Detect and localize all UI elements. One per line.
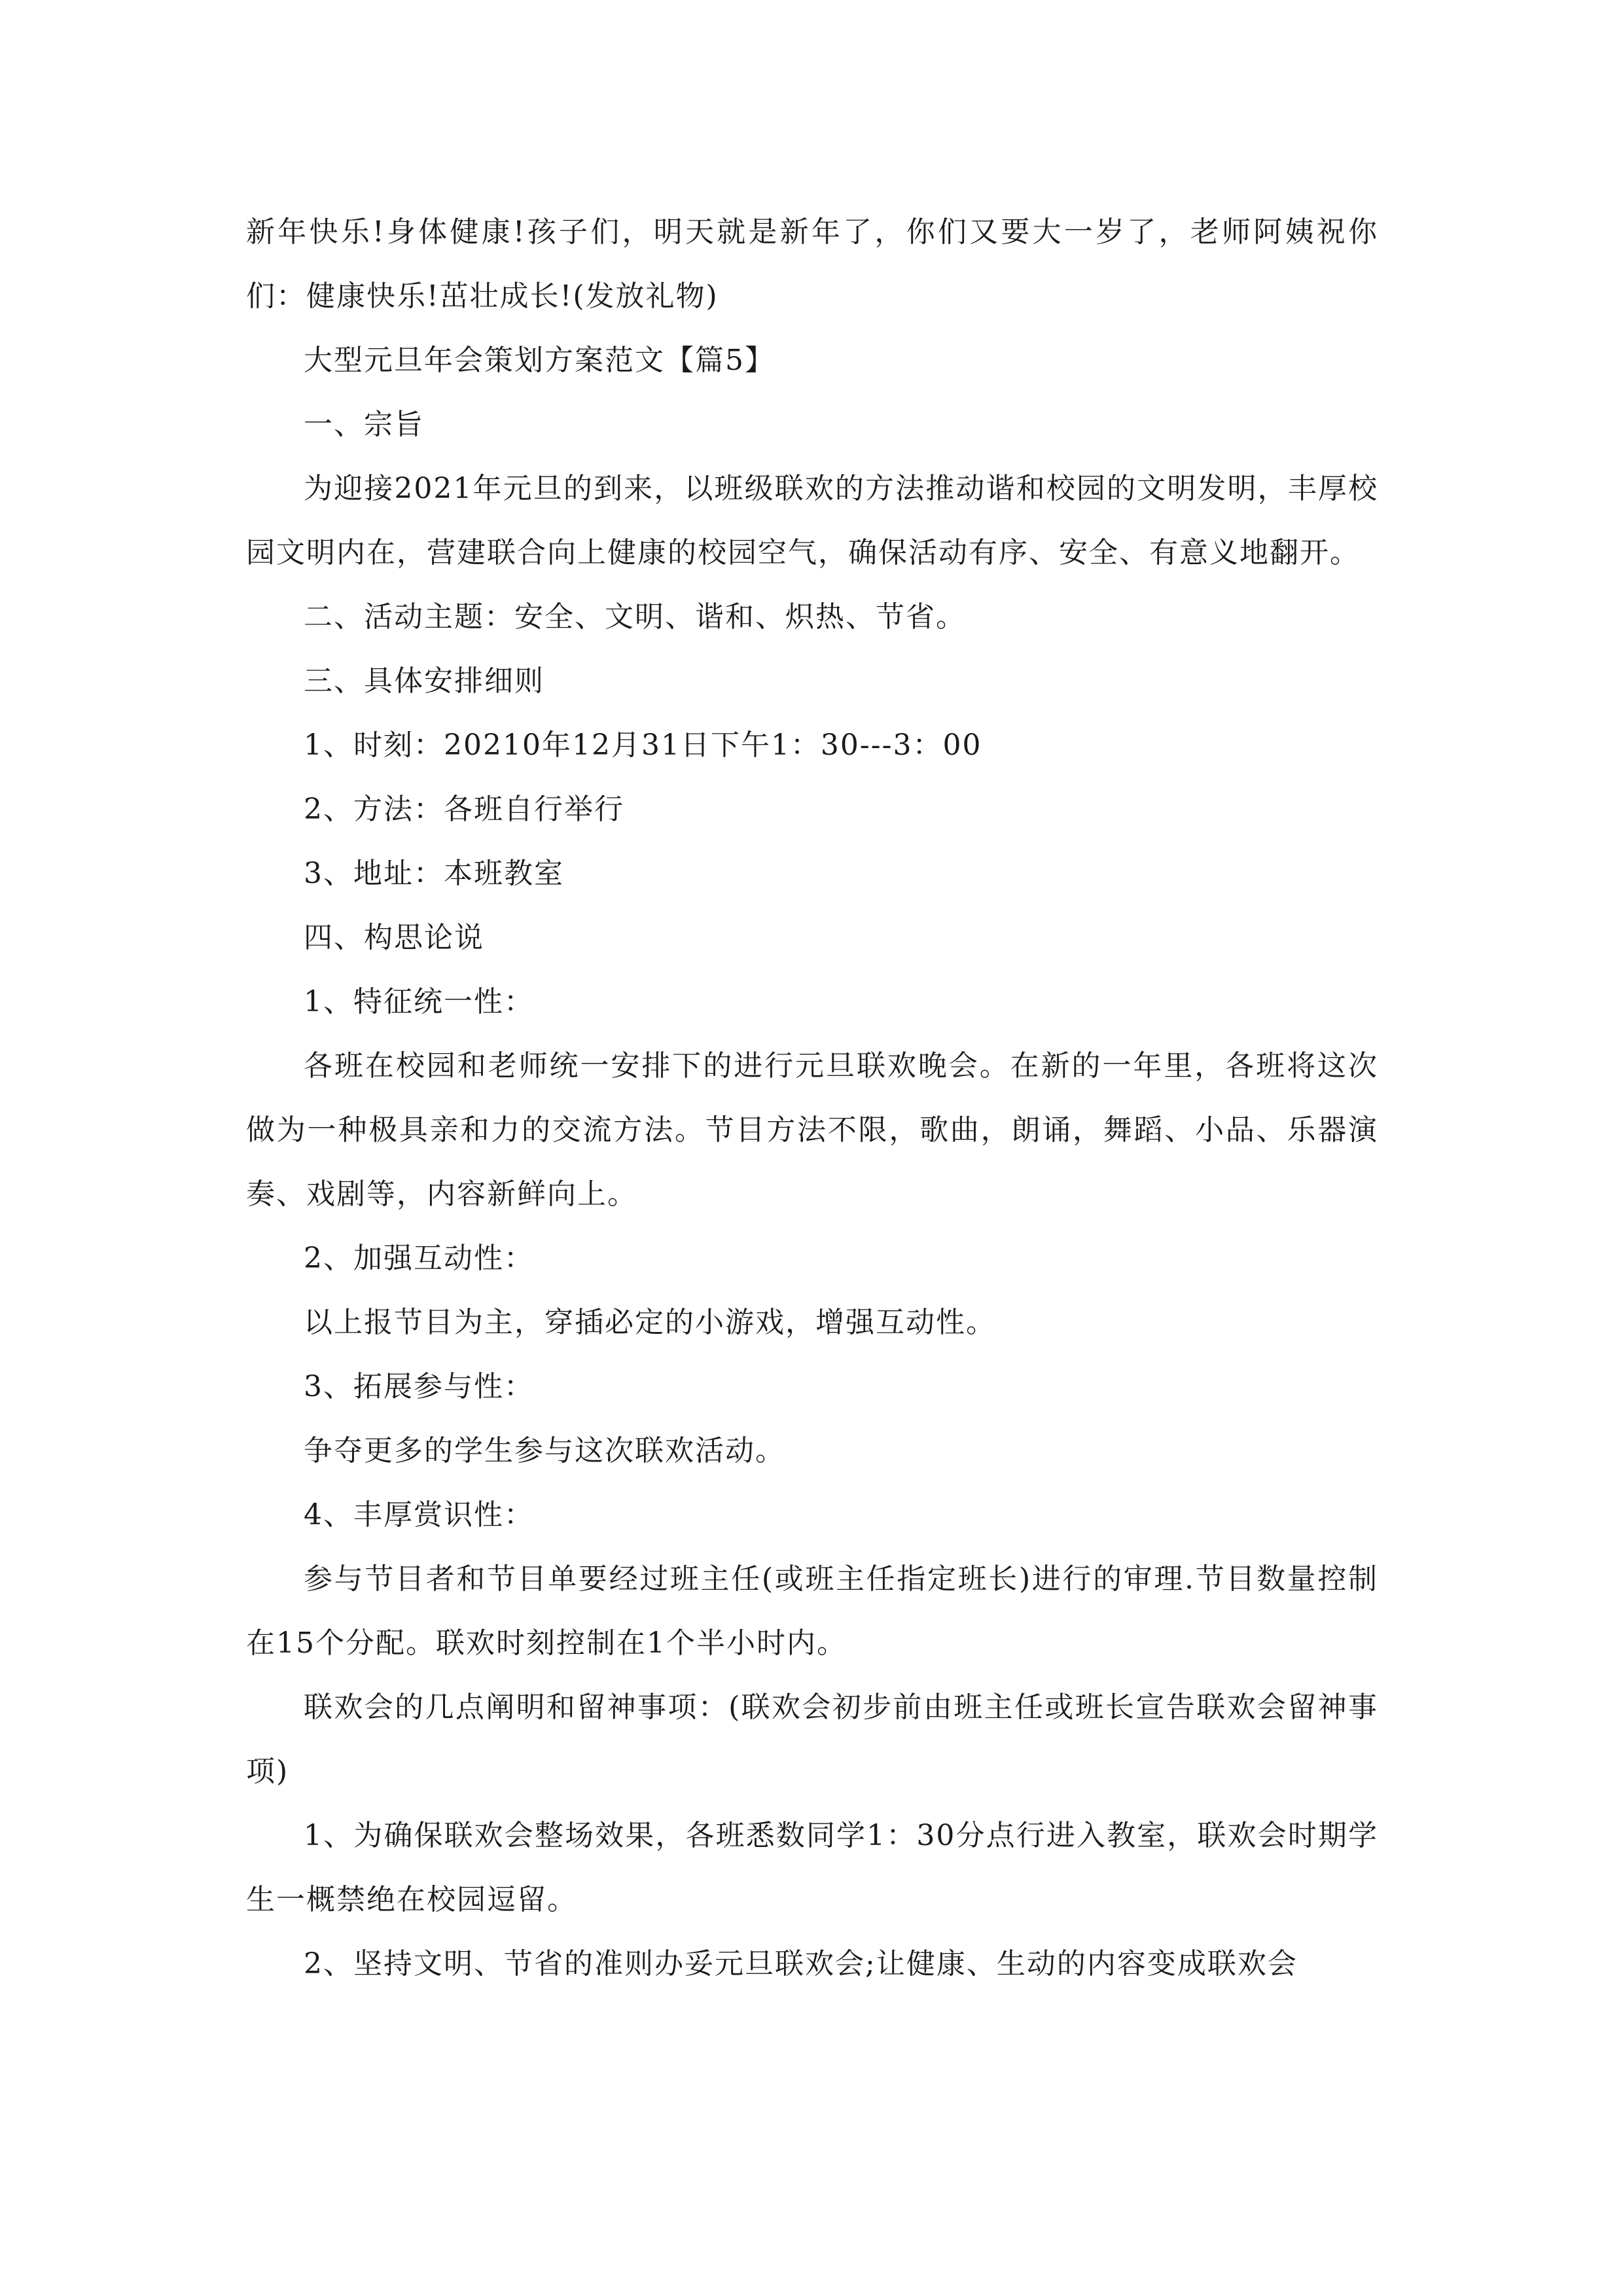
paragraph-participation: 争夺更多的学生参与这次联欢活动。: [304, 1434, 785, 1467]
paragraph-greeting: 新年快乐!身体健康!孩子们，明天就是新年了，你们又要大一岁了，老师阿姨祝你们：健康快乐!茁壮成长!(发放礼物): [246, 215, 1378, 313]
paragraph-purpose: 为迎接2021年元旦的到来，以班级联欢的方法推动谐和校园的文明发明，丰厚校园文明内在，营建联合向上健康的校园空气，确保活动有序、安全、有意义地翻开。: [246, 472, 1378, 569]
section-title: 大型元旦年会策划方案范文【篇5】: [304, 344, 775, 377]
paragraph-notes-intro: 联欢会的几点阐明和留神事项：(联欢会初步前由班主任或班长宣告联欢会留神事项): [246, 1691, 1378, 1788]
paragraph-note-2: 2、坚持文明、节省的准则办妥元旦联欢会;让健康、生动的内容变成联欢会: [304, 1947, 1298, 1981]
paragraph-interaction: 以上报节目为主，穿插必定的小游戏，增强互动性。: [304, 1306, 996, 1339]
item-appreciation: 4、丰厚赏识性：: [304, 1498, 534, 1532]
item-interaction: 2、加强互动性：: [304, 1242, 534, 1275]
item-location: 3、地址：本班教室: [304, 857, 564, 890]
heading-concept: 四、构思论说: [304, 921, 484, 954]
item-unity: 1、特征统一性：: [304, 985, 534, 1018]
paragraph-note-1: 1、为确保联欢会整场效果，各班悉数同学1：30分点行进入教室，联欢会时期学生一概禁绝在校园逗留。: [246, 1819, 1378, 1916]
paragraph-unity: 各班在校园和老师统一安排下的进行元旦联欢晚会。在新的一年里，各班将这次做为一种极具亲和力的交流方法。节目方法不限，歌曲，朗诵，舞蹈、小品、乐器演奏、戏剧等，内容新鲜向上。: [246, 1049, 1378, 1211]
item-participation: 3、拓展参与性：: [304, 1370, 534, 1403]
heading-theme: 二、活动主题：安全、文明、谐和、炽热、节省。: [304, 600, 966, 634]
item-method: 2、方法：各班自行举行: [304, 793, 624, 826]
heading-arrangement: 三、具体安排细则: [304, 664, 544, 698]
paragraph-appreciation: 参与节目者和节目单要经过班主任(或班主任指定班长)进行的审理.节目数量控制在15个分配。联欢时刻控制在1个半小时内。: [246, 1562, 1378, 1660]
document-page: [246, 200, 1378, 1996]
item-time: 1、时刻：20210年12月31日下午1：30---3：00: [304, 728, 982, 762]
heading-purpose: 一、宗旨: [304, 408, 424, 441]
